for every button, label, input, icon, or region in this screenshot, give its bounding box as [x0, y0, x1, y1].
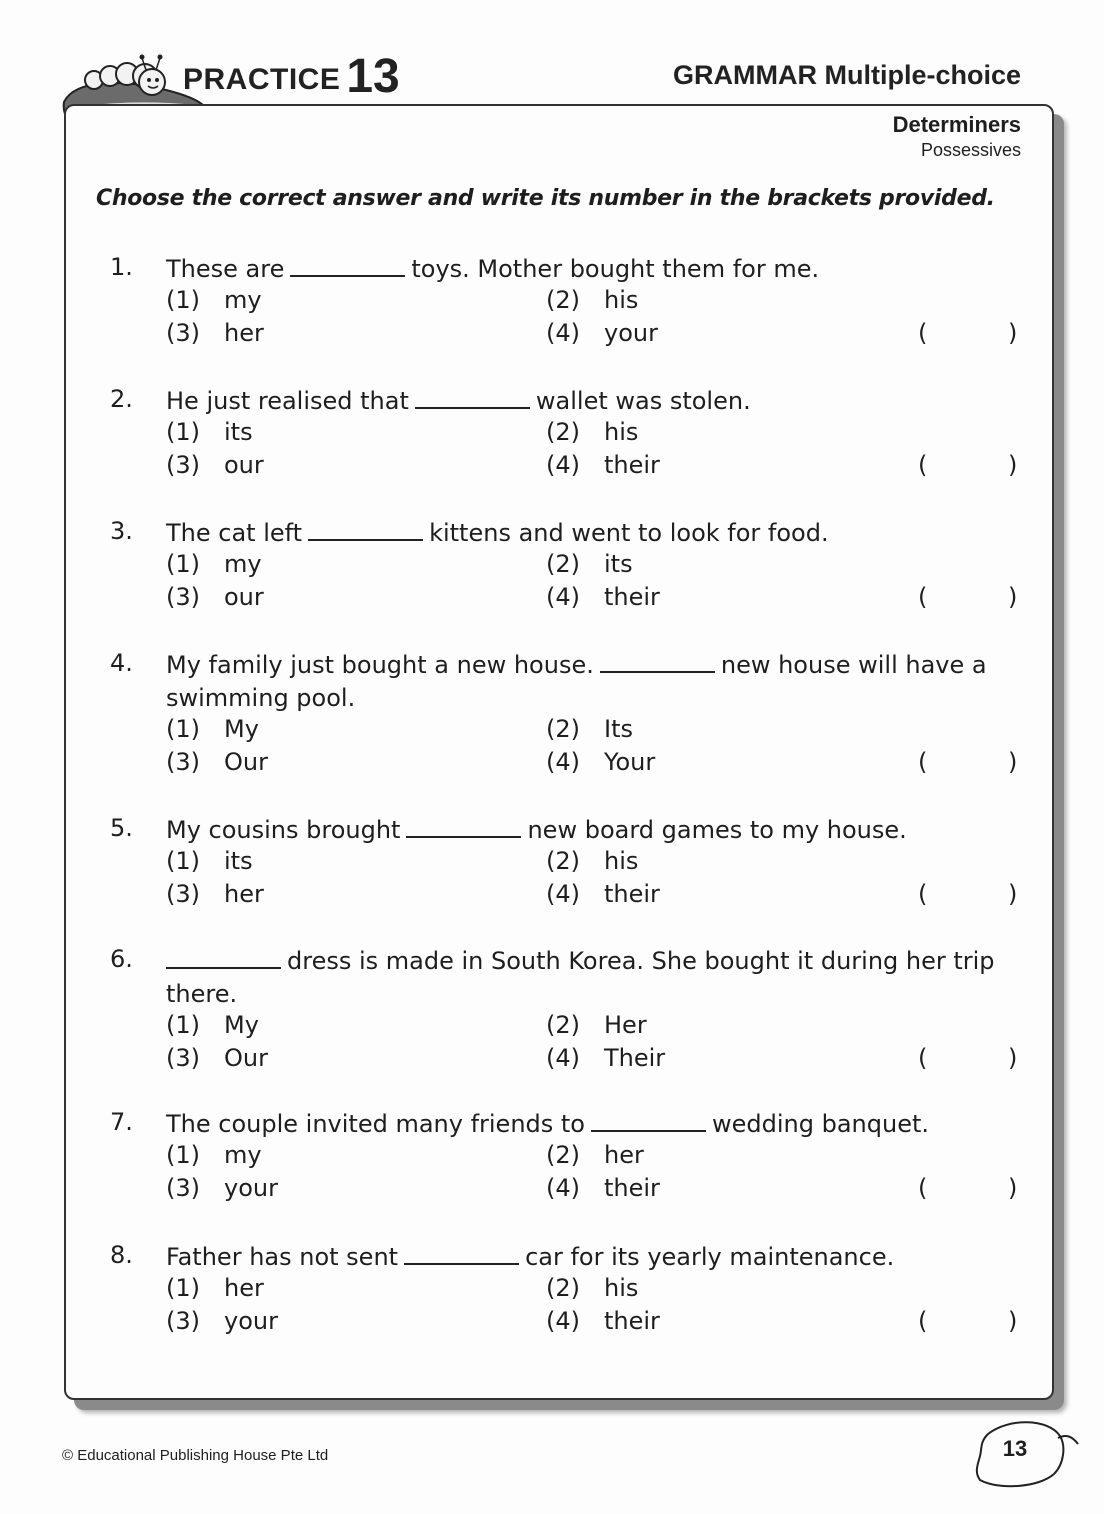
question-number: 3. — [110, 517, 133, 545]
options-row — [166, 319, 1025, 352]
option-2[interactable]: (2) his — [546, 847, 639, 875]
question-stem: My cousins brought new board games to my house. — [166, 816, 907, 844]
options-row — [166, 418, 1025, 451]
option-2[interactable]: (2) his — [546, 286, 639, 314]
options-row — [166, 1011, 1025, 1044]
options-row — [166, 583, 1025, 616]
answer-blank — [600, 651, 715, 673]
section-title — [673, 60, 1021, 91]
option-4[interactable]: (4) Your — [546, 748, 656, 776]
section-grammar: GRAMMAR — [672, 60, 817, 90]
options-row — [166, 715, 1025, 748]
practice-title — [183, 46, 400, 101]
answer-blank — [591, 1110, 706, 1132]
question-number: 1. — [110, 253, 133, 281]
answer-bracket-open[interactable]: ( — [918, 583, 928, 611]
question-number: 2. — [110, 385, 133, 413]
option-4[interactable]: (4) their — [546, 451, 660, 479]
options-row — [166, 550, 1025, 583]
answer-bracket-open[interactable]: ( — [918, 880, 928, 908]
question-stem: The couple invited many friends to wedding banquet. — [166, 1110, 930, 1138]
option-4[interactable]: (4) their — [546, 1174, 660, 1202]
question-4 — [110, 649, 1025, 781]
option-4[interactable]: (4) Their — [546, 1044, 666, 1072]
option-1[interactable]: (1) its — [166, 847, 253, 875]
option-1[interactable]: (1) my — [166, 550, 262, 578]
practice-word: PRACTICE — [183, 63, 341, 96]
options-row — [166, 847, 1025, 880]
option-3[interactable]: (3) her — [166, 319, 264, 347]
options-row — [166, 1307, 1025, 1340]
options-row — [166, 286, 1025, 319]
question-7 — [110, 1108, 1025, 1207]
answer-bracket-close[interactable]: ) — [1008, 319, 1018, 347]
question-5 — [110, 814, 1025, 913]
option-1[interactable]: (1) My — [166, 715, 259, 743]
options-row — [166, 880, 1025, 913]
options-row — [166, 1141, 1025, 1174]
options-row — [166, 1044, 1025, 1077]
question-number: 5. — [110, 814, 133, 842]
instruction-text: Choose the correct answer and write its number in the brackets provided. — [96, 186, 995, 211]
option-2[interactable]: (2) Its — [546, 715, 633, 743]
answer-bracket-close[interactable]: ) — [1008, 451, 1018, 479]
option-1[interactable]: (1) My — [166, 1011, 259, 1039]
question-stem: These are toys. Mother bought them for me. — [166, 255, 820, 283]
option-1[interactable]: (1) its — [166, 418, 253, 446]
question-8 — [110, 1241, 1025, 1340]
question-6 — [110, 945, 1025, 1077]
answer-blank — [404, 1243, 519, 1265]
answer-blank — [166, 947, 281, 969]
answer-blank — [415, 387, 530, 409]
option-4[interactable]: (4) your — [546, 319, 658, 347]
question-stem: dress is made in South Korea. She bought it during her trip there. — [166, 947, 995, 1008]
answer-blank — [308, 519, 423, 541]
option-3[interactable]: (3) your — [166, 1174, 278, 1202]
page-number: 13 — [1002, 1436, 1028, 1461]
question-number: 6. — [110, 945, 133, 973]
option-3[interactable]: (3) your — [166, 1307, 278, 1335]
question-stem: The cat left kittens and went to look for food. — [166, 519, 829, 547]
options-row — [166, 1274, 1025, 1307]
answer-bracket-open[interactable]: ( — [918, 1174, 928, 1202]
option-1[interactable]: (1) my — [166, 286, 262, 314]
option-2[interactable]: (2) his — [546, 1274, 639, 1302]
options-row — [166, 748, 1025, 781]
option-3[interactable]: (3) our — [166, 451, 264, 479]
option-1[interactable]: (1) my — [166, 1141, 262, 1169]
topic-label — [893, 112, 1021, 161]
answer-bracket-open[interactable]: ( — [918, 451, 928, 479]
option-1[interactable]: (1) her — [166, 1274, 264, 1302]
topic-title: Determiners — [892, 112, 1021, 137]
option-3[interactable]: (3) Our — [166, 1044, 268, 1072]
answer-blank — [406, 816, 521, 838]
answer-bracket-close[interactable]: ) — [1008, 1044, 1018, 1072]
practice-number: 13 — [346, 50, 400, 103]
answer-bracket-close[interactable]: ) — [1008, 880, 1018, 908]
options-row — [166, 1174, 1025, 1207]
question-stem: Father has not sent car for its yearly maintenance. — [166, 1243, 895, 1271]
topic-subtitle: Possessives — [920, 140, 1021, 160]
question-1 — [110, 253, 1025, 352]
copyright-footer: © Educational Publishing House Pte Ltd — [62, 1447, 329, 1464]
option-2[interactable]: (2) his — [546, 418, 639, 446]
option-3[interactable]: (3) our — [166, 583, 264, 611]
section-type: Multiple-choice — [824, 60, 1021, 90]
question-3 — [110, 517, 1025, 616]
answer-bracket-close[interactable]: ) — [1008, 583, 1018, 611]
answer-bracket-open[interactable]: ( — [918, 748, 928, 776]
option-4[interactable]: (4) their — [546, 583, 660, 611]
question-number: 7. — [110, 1108, 133, 1136]
answer-bracket-open[interactable]: ( — [918, 1307, 928, 1335]
question-number: 4. — [110, 649, 133, 677]
question-2 — [110, 385, 1025, 484]
answer-bracket-close[interactable]: ) — [1008, 1174, 1018, 1202]
option-3[interactable]: (3) Our — [166, 748, 268, 776]
answer-bracket-close[interactable]: ) — [1008, 748, 1018, 776]
option-2[interactable]: (2) Her — [546, 1011, 647, 1039]
option-4[interactable]: (4) their — [546, 1307, 660, 1335]
question-stem: He just realised that wallet was stolen. — [166, 387, 751, 415]
option-2[interactable]: (2) its — [546, 550, 633, 578]
option-2[interactable]: (2) her — [546, 1141, 644, 1169]
answer-bracket-open[interactable]: ( — [918, 319, 928, 347]
question-number: 8. — [110, 1241, 133, 1269]
option-4[interactable]: (4) their — [546, 880, 660, 908]
answer-blank — [290, 255, 405, 277]
answer-bracket-open[interactable]: ( — [918, 1044, 928, 1072]
option-3[interactable]: (3) her — [166, 880, 264, 908]
answer-bracket-close[interactable]: ) — [1008, 1307, 1018, 1335]
options-row — [166, 451, 1025, 484]
question-stem: My family just bought a new house. new house will have a swimming pool. — [166, 651, 987, 712]
